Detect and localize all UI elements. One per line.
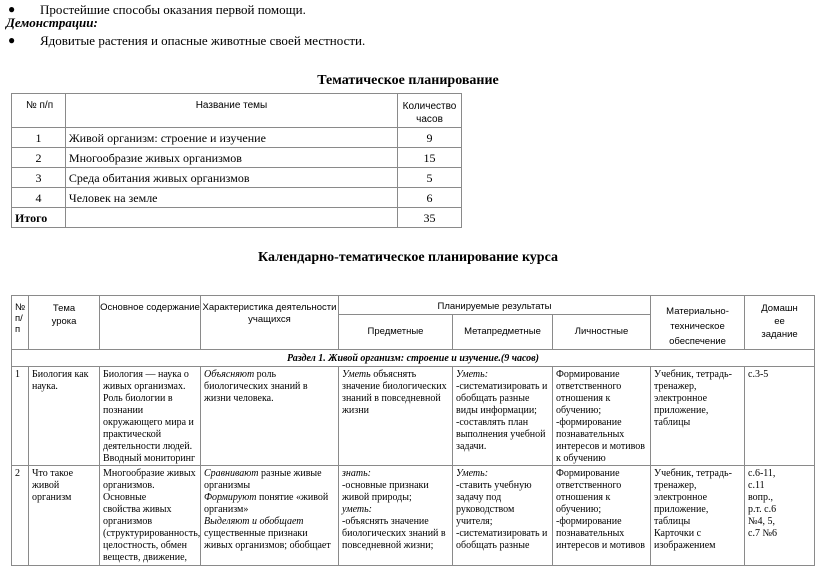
- bullet-icon: ●: [8, 33, 16, 47]
- table-row: [12, 168, 462, 188]
- header-name: Название темы: [65, 94, 397, 128]
- table-total-row: [12, 208, 462, 228]
- header-topic: Тема урока: [29, 296, 100, 350]
- row-name: Живой организм: строение и изучение: [65, 128, 397, 148]
- total-hours: 35: [398, 208, 462, 228]
- meta-text: -систематизировать и обобщать разные виды информации; -составлять план выполнения учебной задачи.: [456, 381, 548, 452]
- row-personal: Формирование ответственного отношения к обучению; -формирование познавательных интересов и мотивов к обучению: [553, 367, 651, 466]
- header-activity: Характеристика деятельности учащихся: [201, 296, 339, 350]
- table-row: [12, 188, 462, 208]
- row-materials: Учебник, тетрадь- тренажер, электронное приложение, таблицы Карточки с изображением: [651, 466, 745, 566]
- row-personal: Формирование ответственного отношения к обучению; -формирование познавательных интересов и мотивов: [553, 466, 651, 566]
- table-row: [12, 148, 462, 168]
- row-activity: [201, 367, 339, 466]
- activity-verb: Формируют: [204, 492, 257, 503]
- subject-text: -основные признаки живой природы;: [342, 480, 429, 503]
- activity-verb: Объясняют: [204, 369, 255, 380]
- row-num: 1: [12, 128, 66, 148]
- subject-verb: уметь:: [342, 504, 372, 515]
- row-num: 2: [12, 466, 29, 566]
- row-num: 4: [12, 188, 66, 208]
- calendar-table: [11, 295, 815, 566]
- row-meta: [453, 367, 553, 466]
- activity-text: роль биологических знаний в жизни человека.: [204, 369, 308, 404]
- activity-text: существенные признаки живых организмов; обобщает: [204, 528, 331, 551]
- meta-text: -ставить учебную задачу под руководством учителя; -систематизировать и обобщать разные: [456, 480, 548, 551]
- subject-text: -объяснять значение биологических знаний в повседневной жизни;: [342, 516, 446, 551]
- thematic-table: [11, 93, 462, 228]
- row-activity: [201, 466, 339, 566]
- table-header-row: [12, 296, 815, 315]
- row-homework: с.3-5: [745, 367, 815, 466]
- activity-text: понятие «живой организм»: [204, 492, 329, 515]
- header-meta: Метапредметные: [453, 315, 553, 350]
- bullet-text: Ядовитые растения и опасные животные своей местности.: [40, 33, 366, 48]
- section-row: [12, 350, 815, 367]
- demonstrations-heading: Демонстрации:: [6, 15, 98, 30]
- header-planned-results: Планируемые результаты: [339, 296, 651, 315]
- header-subject: Предметные: [339, 315, 453, 350]
- header-num: № п/ п: [12, 296, 29, 350]
- header-hours: Количество часов: [398, 94, 462, 128]
- meta-verb: Уметь:: [456, 468, 489, 479]
- row-hours: 6: [398, 188, 462, 208]
- row-topic: Что такое живой организм: [29, 466, 100, 566]
- row-num: 2: [12, 148, 66, 168]
- row-materials: Учебник, тетрадь- тренажер, электронное приложение, таблицы: [651, 367, 745, 466]
- bullet-text: Простейшие способы оказания первой помощи.: [40, 2, 306, 17]
- meta-verb: Уметь:: [456, 369, 489, 380]
- activity-verb: Сравнивают: [204, 468, 259, 479]
- table-row: [12, 128, 462, 148]
- row-name: Многообразие живых организмов: [65, 148, 397, 168]
- row-meta: [453, 466, 553, 566]
- activity-text: разные живые организмы: [204, 468, 322, 491]
- header-personal: Личностные: [553, 315, 651, 350]
- row-name: Человек на земле: [65, 188, 397, 208]
- total-empty-cell: [65, 208, 397, 228]
- header-content: Основное содержание: [100, 296, 201, 350]
- table-header-row: [12, 94, 462, 128]
- header-materials: Материально- техническое обеспечение: [651, 296, 745, 350]
- row-subject: [339, 367, 453, 466]
- total-label: Итого: [12, 208, 66, 228]
- row-content: Биология — наука о живых организмах. Роль биологии в познании окружающего мира и практической деятельности людей. Вводный мониторинг: [100, 367, 201, 466]
- section-title: Раздел 1. Живой организм: строение и изучение.(9 часов): [12, 350, 815, 367]
- activity-verb: Выделяют и обобщает: [204, 516, 304, 527]
- row-hours: 15: [398, 148, 462, 168]
- row-num: 3: [12, 168, 66, 188]
- subject-verb: знать:: [342, 468, 371, 479]
- row-homework: с.6-11, с.11 вопр., р.т. с.6 №4, 5, с.7 №6: [745, 466, 815, 566]
- row-subject: [339, 466, 453, 566]
- row-content: Многообразие живых организмов. Основные свойства живых организмов (структурированность, целостность, обмен веществ, движение,: [100, 466, 201, 566]
- table-row: [12, 367, 815, 466]
- header-homework: Домашн ее задание: [745, 296, 815, 350]
- bullet-icon: ●: [8, 2, 16, 16]
- table-row: [12, 466, 815, 566]
- thematic-planning-title: Тематическое планирование: [317, 73, 499, 88]
- row-name: Среда обитания живых организмов: [65, 168, 397, 188]
- row-topic: Биология как наука.: [29, 367, 100, 466]
- row-hours: 5: [398, 168, 462, 188]
- row-num: 1: [12, 367, 29, 466]
- calendar-planning-title: Календарно-тематическое планирование курса: [258, 250, 558, 265]
- subject-verb: Уметь: [342, 369, 371, 380]
- row-hours: 9: [398, 128, 462, 148]
- subject-text: объяснять значение биологических знаний в повседневной жизни: [342, 369, 447, 416]
- header-num: № п/п: [12, 94, 66, 128]
